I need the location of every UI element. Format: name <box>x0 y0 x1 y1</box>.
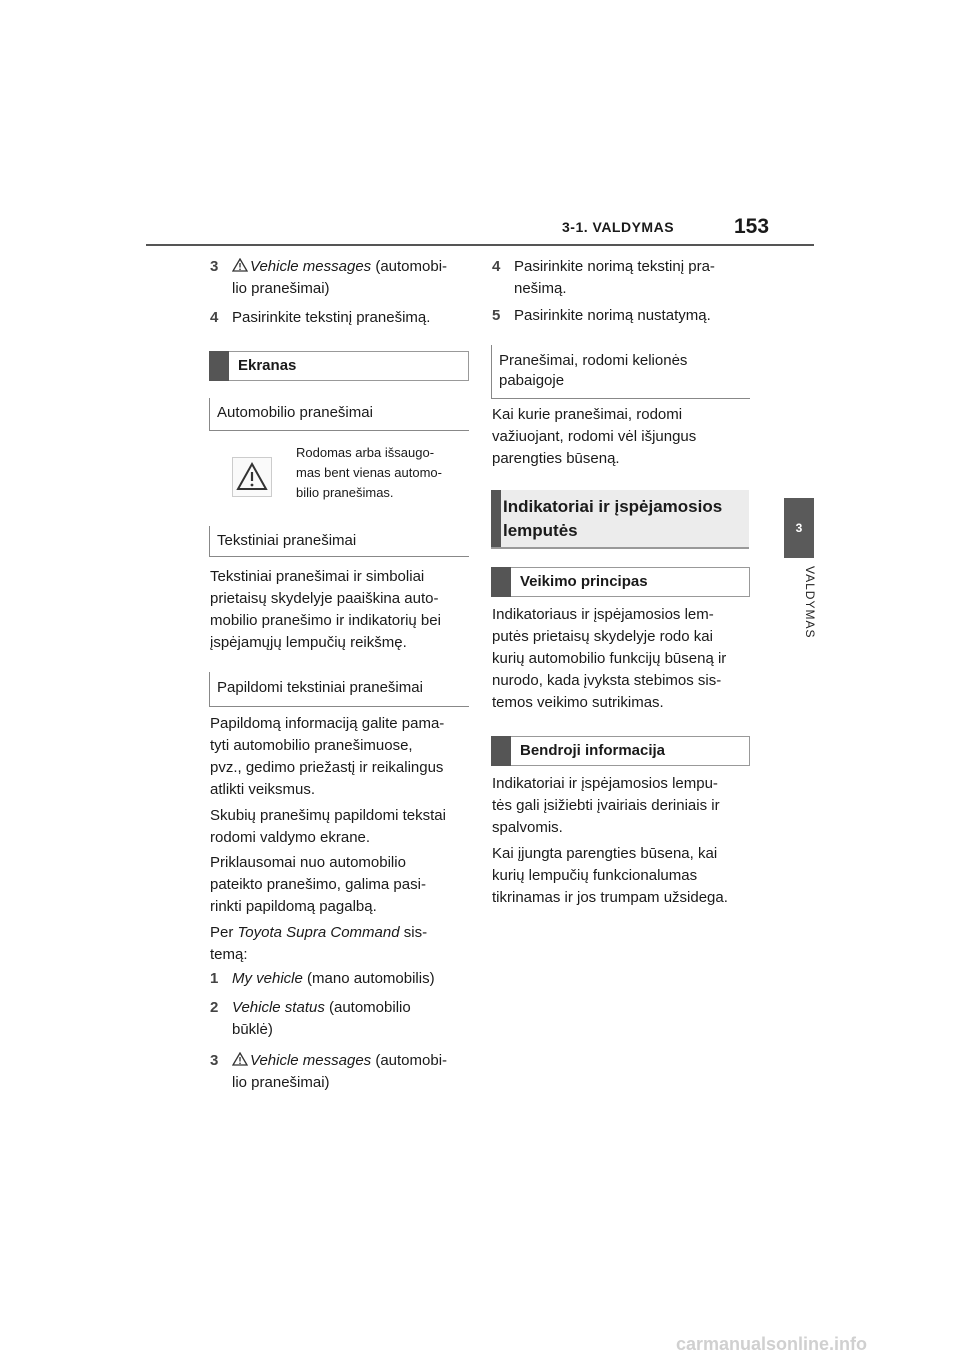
step-2-vehicle-status: 2 Vehicle status (automobilio būklė) <box>210 999 411 1038</box>
icon-description: Rodomas arba išsaugo- mas bent vienas automo- bilio pranešimas. <box>296 445 442 500</box>
section-box-veikimo: Veikimo principas <box>491 567 750 597</box>
paragraph-general-info: Indikatoriai ir įspėjamosios lempu- tės gali įsižiebti įvairiais deriniais ir spalvomis. <box>492 775 720 836</box>
subheading-vehicle-messages: Automobilio pranešimai <box>209 398 469 431</box>
step-5-select-setting: 5 Pasirinkite norimą nustatymą. <box>492 307 711 324</box>
step-4-select-message: 4 Pasirinkite norimą tekstinį pra- nešimą. <box>492 258 715 297</box>
section-box-ekranas: Ekranas <box>209 351 469 381</box>
subheading-extra-text-messages: Papildomi tekstiniai pranešimai <box>209 672 469 707</box>
page-number: 153 <box>734 215 770 238</box>
subheading-trip-end-messages: Pranešimai, rodomi kelionės pabaigoje <box>491 345 750 399</box>
paragraph-per-command: Per Toyota Supra Command sis- temą: <box>210 924 428 963</box>
warning-icon-cell <box>232 457 272 497</box>
watermark: carmanualsonline.info <box>676 1334 868 1354</box>
paragraph-extra-info: Papildomą informaciją galite pama- tyti automobilio pranešimuose, pvz., gedimo priežastį ir reikalingus atlikti veiksmus. <box>210 715 445 798</box>
paragraph-urgent: Skubių pranešimų papildomi tekstai rodomi valdymo ekrane. <box>210 807 446 846</box>
step-3-vehicle-messages: 3 Vehicle messages (automobi- lio pranešimai) <box>210 258 448 297</box>
paragraph-standby: Kai įjungta parengties būsena, kai kurių lempučių funkcionalumas tikrinamas ir jos trumpam užsidega. <box>492 845 728 906</box>
subheading-text-messages: Tekstiniai pranešimai <box>209 526 469 557</box>
warning-triangle-icon <box>232 258 248 272</box>
paragraph-depending: Priklausomai nuo automobilio pateikto pranešimo, galima pasi- rinkti papildomą pagalbą. <box>210 854 426 915</box>
step-3-vehicle-messages-b: 3 Vehicle messages (automobi- lio pranešimai) <box>210 1052 448 1091</box>
step-1-my-vehicle: 1 My vehicle (mano automobilis) <box>210 970 435 987</box>
paragraph-text-messages: Tekstiniai pranešimai ir simboliai prietaisų skydelyje paaiškina auto- mobilio pranešimo ir indikatorių bei įspėjamųjų lempučių reikšmę. <box>210 568 441 651</box>
warning-triangle-icon <box>233 458 271 496</box>
warning-triangle-icon <box>232 1052 248 1066</box>
paragraph-trip-messages: Kai kurie pranešimai, rodomi važiuojant, rodomi vėl išjungus parengties būseną. <box>492 406 697 467</box>
header-rule <box>146 244 814 246</box>
chapter-tab: 3 <box>784 498 814 558</box>
section-title: 3-1. VALDYMAS <box>562 219 675 235</box>
step-4-select-text-message: 4 Pasirinkite tekstinį pranešimą. <box>210 309 431 326</box>
section-box-indicators: Indikatoriai ir įspėjamosios lemputės <box>491 490 749 549</box>
section-box-bendroji: Bendroji informacija <box>491 736 750 766</box>
paragraph-indicators: Indikatoriaus ir įspėjamosios lem- putės prietaisų skydelyje rodo kai kurių automobilio funkcijų būseną ir nurodo, kada įvyksta stebimos sis- temos veikimo sutrikimas. <box>492 606 727 711</box>
chapter-tab-label: VALDYMAS <box>803 566 817 639</box>
